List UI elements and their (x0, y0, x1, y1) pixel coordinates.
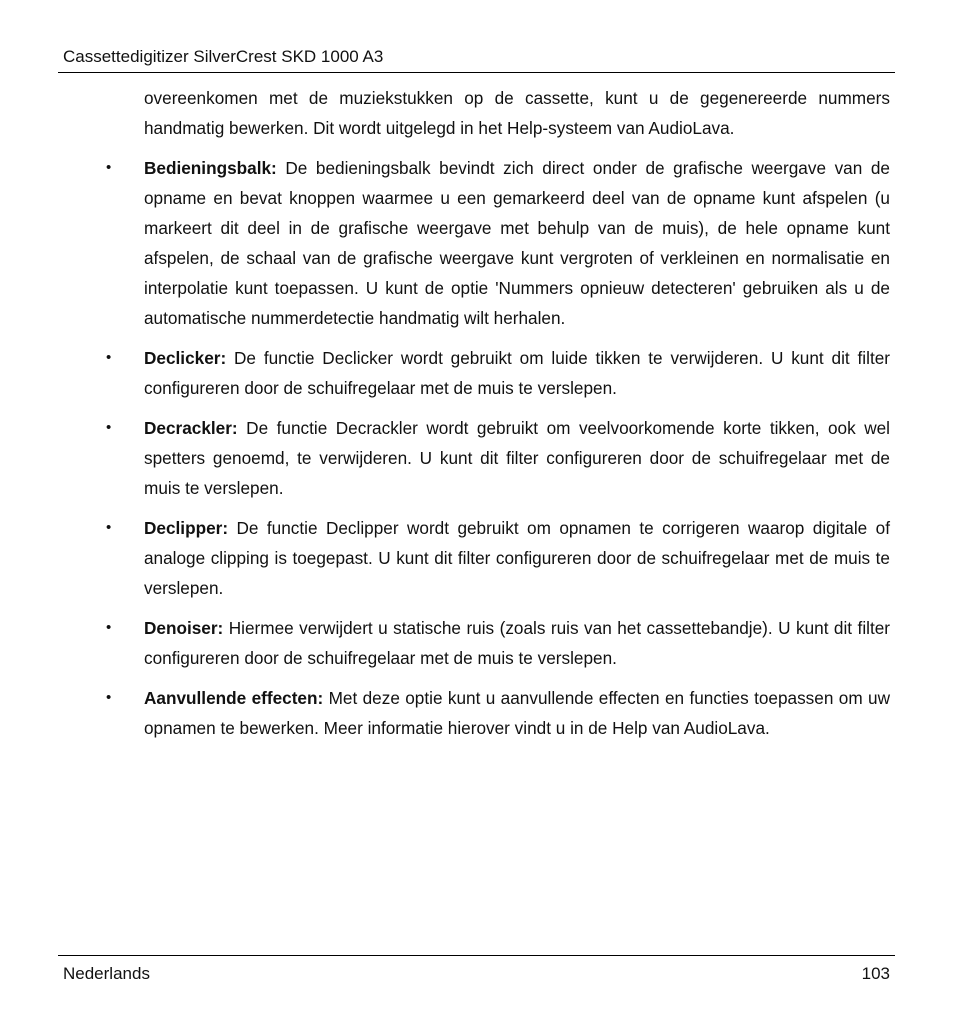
footer-divider (58, 955, 895, 956)
bullet-text: Hiermee verwijdert u statische ruis (zoals ruis van het cassettebandje). U kunt dit filter configureren door de schuifregelaar met de muis te verslepen. (144, 618, 891, 668)
bullet-text: Met deze optie kunt u aanvullende effecten en functies toepassen om uw opnamen te bewerken. Meer informatie hierover vindt u in de Help van AudioLava. (144, 688, 890, 738)
bullet-icon: • (106, 419, 112, 436)
bullet-item-aanvullende-effecten (106, 683, 890, 743)
bullet-item-declipper (106, 513, 890, 603)
bullet-text: De functie Declicker wordt gebruikt om luide tikken te verwijderen. U kunt dit filter configureren door de schuifregelaar met de muis te verslepen. (144, 348, 890, 398)
page-number: 103 (861, 964, 890, 983)
feature-bullet-list (106, 153, 891, 753)
bullet-text: De bedieningsbalk bevindt zich direct onder de grafische weergave van de opname en bevat knoppen waarmee u een gemarkeerd deel van de opname kunt afspelen (u markeert dit deel in de grafische weergave met behulp van de muis), de hele opname kunt afspelen, de schaal van de grafische weergave kunt vergroten of verkleinen en normalisatie en interpolatie kunt toepassen. U kunt de optie 'Nummers opnieuw detecteren' gebruiken als u de automatische nummerdetectie handmatig wilt herhalen. (144, 158, 890, 328)
bullet-icon: • (106, 159, 112, 176)
bullet-icon: • (106, 619, 112, 636)
bullet-item-bedieningsbalk (106, 153, 890, 333)
bullet-term: Decrackler: (144, 418, 238, 438)
header-divider (58, 72, 895, 73)
bullet-item-decrackler (106, 413, 890, 503)
bullet-term: Declicker: (144, 348, 227, 368)
bullet-term: Aanvullende effecten: (144, 688, 324, 708)
intro-paragraph: overeenkomen met de muziekstukken op de cassette, kunt u de gegenereerde nummers handmatig bewerken. Dit wordt uitgelegd in het Help-systeem van AudioLava. (144, 88, 890, 138)
bullet-item-declicker (106, 343, 890, 403)
bullet-term: Declipper: (144, 518, 229, 538)
bullet-icon: • (106, 349, 112, 366)
bullet-text: De functie Declipper wordt gebruikt om opnamen te corrigeren waarop digitale of analoge clipping is toegepast. U kunt dit filter configureren door de schuifregelaar met de muis te verslepen. (144, 518, 890, 598)
page-header-title: Cassettedigitizer SilverCrest SKD 1000 A3 (63, 47, 384, 66)
bullet-text: De functie Decrackler wordt gebruikt om veelvoorkomende korte tikken, ook wel spetters genoemd, te verwijderen. U kunt dit filter configureren door de schuifregelaar met de muis te verslepen. (144, 418, 890, 498)
footer-language: Nederlands (63, 964, 150, 983)
bullet-item-denoiser (106, 613, 891, 673)
bullet-icon: • (106, 519, 112, 536)
bullet-icon: • (106, 689, 112, 706)
bullet-term: Bedieningsbalk: (144, 158, 277, 178)
bullet-term: Denoiser: (144, 618, 224, 638)
